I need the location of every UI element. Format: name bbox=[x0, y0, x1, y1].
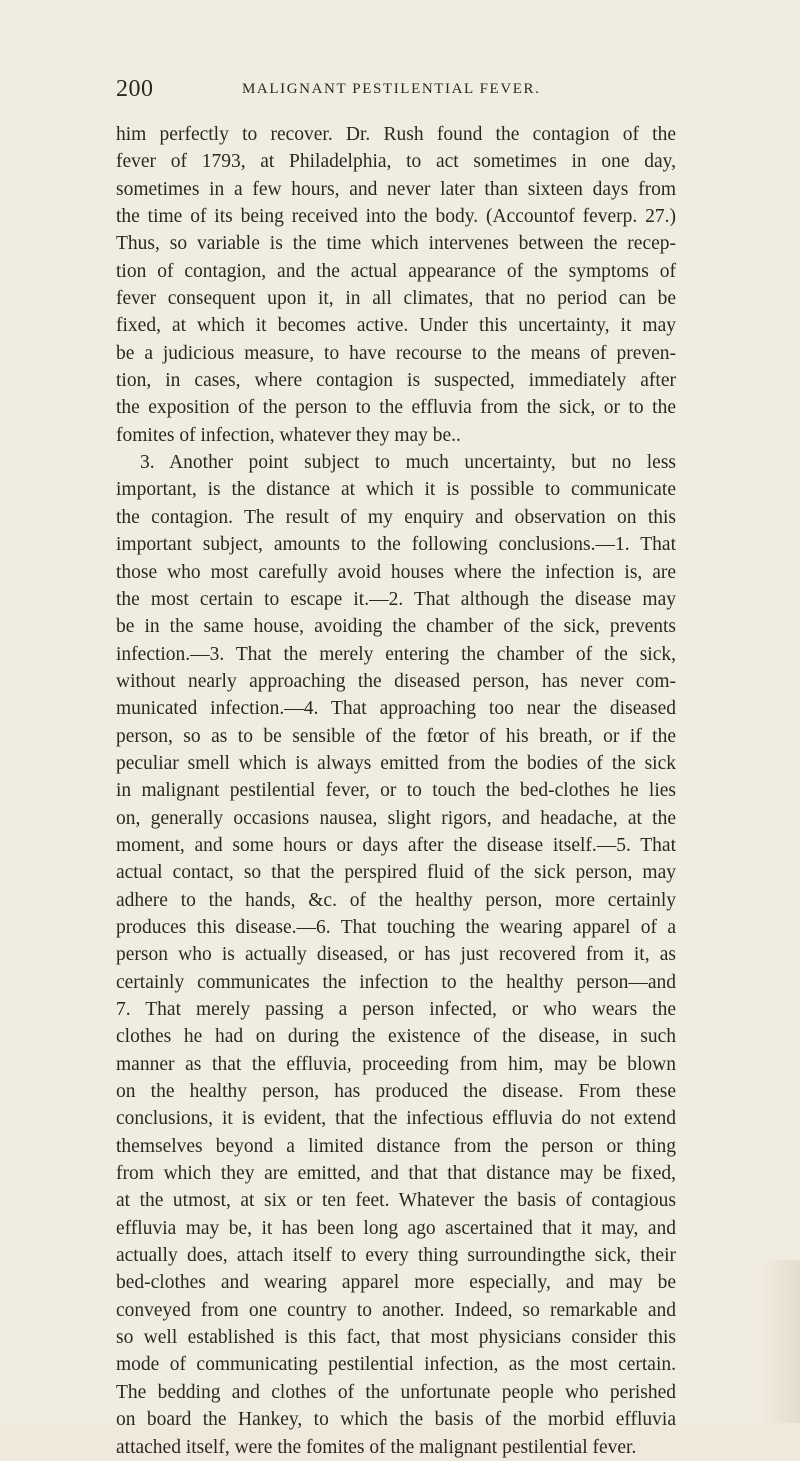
running-head: MALIGNANT PESTILENTIAL FEVER. bbox=[242, 81, 541, 97]
text-line: conveyed from one country to another. Indeed, so remarkable and bbox=[116, 1299, 676, 1321]
text-line: clothes he had on during the existence of the disease, in such bbox=[116, 1026, 676, 1048]
text-line: peculiar smell which is always emitted from the bodies of the sick bbox=[116, 752, 676, 774]
text-line: important subject, amounts to the following conclusions.—1. That bbox=[116, 534, 676, 556]
text-line: fever of 1793, at Philadelphia, to act sometimes in one day, bbox=[116, 151, 676, 173]
text-line: in malignant pestilential fever, or to touch the bed-clothes he lies bbox=[116, 780, 676, 802]
body-text bbox=[116, 121, 676, 1461]
text-line: Thus, so variable is the time which intervenes between the recep- bbox=[116, 233, 676, 255]
text-line: him perfectly to recover. Dr. Rush found the contagion of the bbox=[116, 124, 676, 145]
text-line: fomites of infection, whatever they may be.. bbox=[116, 424, 461, 446]
text-line: be a judicious measure, to have recourse to the means of preven- bbox=[116, 342, 676, 364]
text-line: infection.—3. That the merely entering the chamber of the sick, bbox=[116, 643, 676, 665]
text-line: the time of its being received into the body. (Accountof feverp. 27.) bbox=[116, 206, 676, 228]
text-line: at the utmost, at six or ten feet. Whatever the basis of contagious bbox=[116, 1190, 676, 1212]
text-line: tion of contagion, and the actual appearance of the symptoms of bbox=[116, 260, 676, 282]
page-header bbox=[116, 76, 676, 106]
text-line: attached itself, were the fomites of the malignant pestilential fever. bbox=[116, 1436, 637, 1458]
text-line: adhere to the hands, &c. of the healthy person, more certainly bbox=[116, 889, 676, 911]
text-line: the exposition of the person to the effluvia from the sick, or to the bbox=[116, 397, 676, 419]
text-line: so well established is this fact, that most physicians consider this bbox=[116, 1327, 676, 1349]
text-line: conclusions, it is evident, that the infectious effluvia do not extend bbox=[116, 1108, 676, 1130]
text-line: important, is the distance at which it is possible to communicate bbox=[116, 479, 676, 501]
text-line: on board the Hankey, to which the basis of the morbid effluvia bbox=[116, 1409, 676, 1431]
text-line: moment, and some hours or days after the disease itself.—5. That bbox=[116, 834, 676, 856]
page-edge-shading bbox=[760, 1260, 800, 1423]
text-line: mode of communicating pestilential infection, as the most certain. bbox=[116, 1354, 676, 1376]
text-line: the most certain to escape it.—2. That although the disease may bbox=[116, 588, 676, 610]
text-line: person, so as to be sensible of the fœtor of his breath, or if the bbox=[116, 725, 676, 747]
text-line: fever consequent upon it, in all climates, that no period can be bbox=[116, 288, 676, 310]
text-line: effluvia may be, it has been long ago ascertained that it may, and bbox=[116, 1217, 676, 1239]
text-line: 3. Another point subject to much uncertainty, but no less bbox=[140, 452, 676, 474]
text-line: from which they are emitted, and that that distance may be fixed, bbox=[116, 1163, 676, 1185]
text-line: tion, in cases, where contagion is suspected, immediately after bbox=[116, 370, 676, 392]
text-line: The bedding and clothes of the unfortunate people who perished bbox=[116, 1381, 676, 1403]
text-line: person who is actually diseased, or has just recovered from it, as bbox=[116, 944, 676, 966]
text-line: themselves beyond a limited distance from the person or thing bbox=[116, 1135, 676, 1157]
text-line: manner as that the effluvia, proceeding from him, may be blown bbox=[116, 1053, 676, 1075]
text-line: bed-clothes and wearing apparel more especially, and may be bbox=[116, 1272, 676, 1294]
text-line: certainly communicates the infection to the healthy person—and bbox=[116, 971, 676, 993]
text-line: actual contact, so that the perspired fluid of the sick person, may bbox=[116, 862, 676, 884]
text-line: those who most carefully avoid houses where the infection is, are bbox=[116, 561, 676, 583]
page-number: 200 bbox=[116, 76, 154, 102]
text-line: fixed, at which it becomes active. Under this uncertainty, it may bbox=[116, 315, 676, 337]
text-line: be in the same house, avoiding the chamber of the sick, prevents bbox=[116, 616, 676, 638]
text-line: on the healthy person, has produced the disease. From these bbox=[116, 1081, 676, 1103]
text-line: actually does, attach itself to every thing surroundingthe sick, their bbox=[116, 1245, 676, 1267]
text-line: sometimes in a few hours, and never later than sixteen days from bbox=[116, 178, 676, 200]
text-line: municated infection.—4. That approaching too near the diseased bbox=[116, 698, 676, 720]
text-line: 7. That merely passing a person infected, or who wears the bbox=[116, 999, 676, 1020]
text-line: on, generally occasions nausea, slight rigors, and headache, at the bbox=[116, 807, 676, 829]
text-line: produces this disease.—6. That touching the wearing apparel of a bbox=[116, 916, 676, 938]
text-line: the contagion. The result of my enquiry and observation on this bbox=[116, 506, 676, 528]
text-line: without nearly approaching the diseased person, has never com- bbox=[116, 670, 676, 692]
